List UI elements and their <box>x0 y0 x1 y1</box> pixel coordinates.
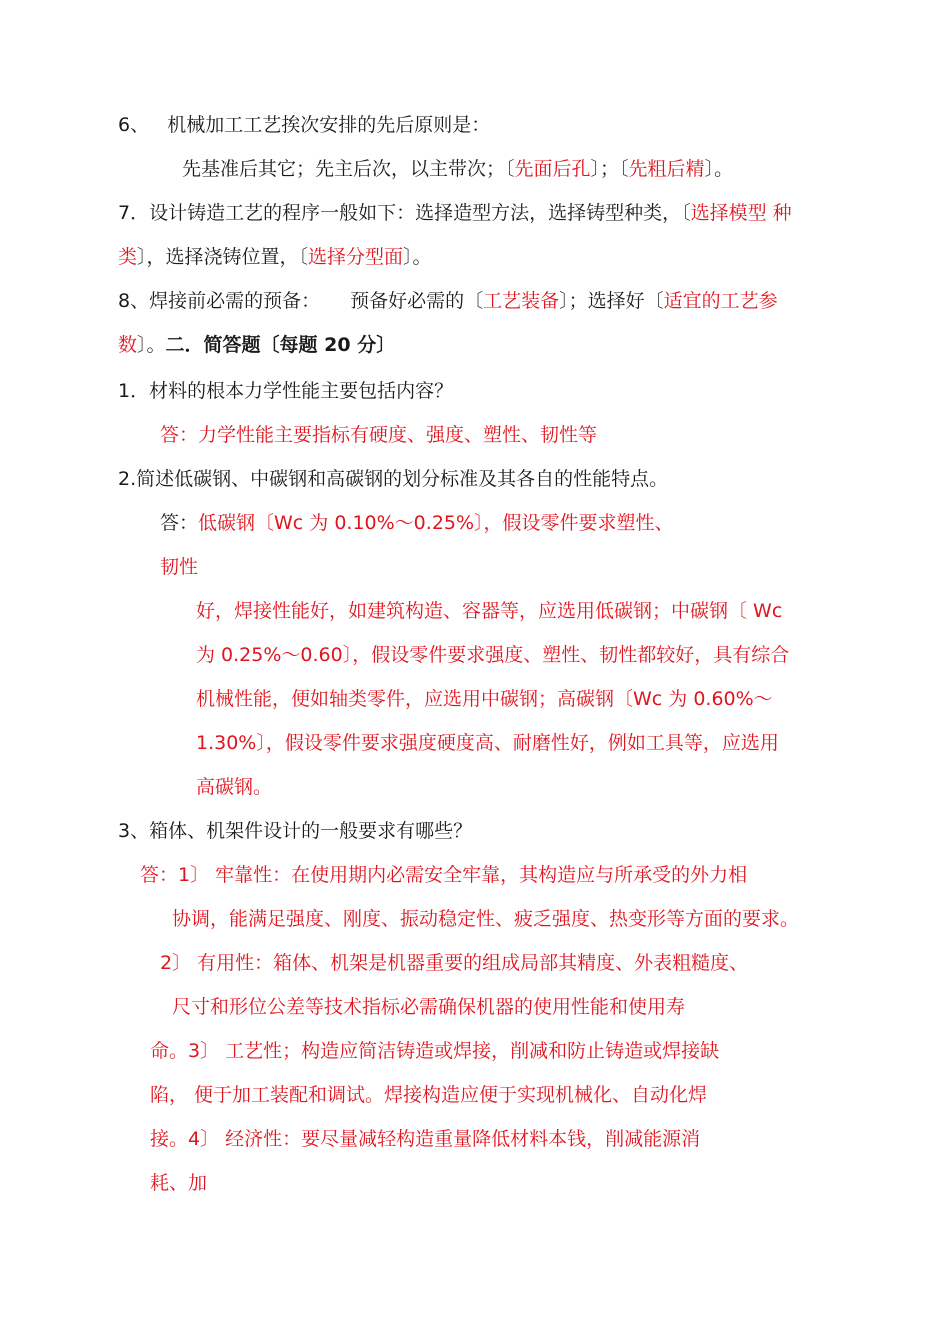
sq3-answer-line-2: 协调，能满足强度、刚度、振动稳定性、疲乏强度、热变形等方面的要求。 <box>172 908 800 930</box>
sq2-answer-line-2: 韧性 <box>160 556 199 578</box>
q6-question-line <box>118 112 490 138</box>
sq3-answer-line-3: 2〕 有用性：箱体、机架是机器重要的组成局部其精度、外表粗糙度、 <box>160 952 749 974</box>
sq2-answer-line-5: 机械性能，便如轴类零件，应选用中碳钢；高碳钢〔Wc 为 0.60%～ <box>196 688 773 710</box>
q6-answer-text: 先基准后其它；先主后次，以主带次；〔 <box>182 158 515 180</box>
sq2-answer-line-1 <box>160 510 674 536</box>
q8-blank-1: 工艺装备 <box>483 290 560 312</box>
q8-blank-2b: 数 <box>118 334 138 356</box>
q7-blank-1b: 类 <box>118 246 138 268</box>
sq3-answer-line-4: 尺寸和形位公差等技术指标必需确保机器的使用性能和使用寿 <box>172 996 686 1018</box>
sq1-question: 1．材料的根本力学性能主要包括内容？ <box>118 380 454 402</box>
sq3-answer-line-7: 接。4〕 经济性：要尽量减轻构造重量降低材料本钱，削减能源消 <box>150 1128 701 1150</box>
q8-mid-2: 〕；选择好〔 <box>559 290 664 312</box>
q7-blank-2: 选择分型面 <box>308 246 404 268</box>
sq2-answer-line-7: 高碳钢。 <box>196 776 273 798</box>
q8-question: 8、焊接前必需的预备： <box>118 290 321 312</box>
sq3-answer-line-6: 陷， 便于加工装配和调试。焊接构造应便于实现机械化、自动化焊 <box>150 1084 708 1106</box>
q8-line-2 <box>118 332 395 358</box>
q6-blank-1: 先面后孔 <box>514 158 591 180</box>
section-2-title: 二．简答题〔每题 20 分〕 <box>165 334 396 356</box>
q6-question: 机械加工工艺挨次安排的先后原则是： <box>167 114 491 136</box>
sq2-question: 2.简述低碳钢、中碳钢和高碳钢的划分标准及其各自的性能特点。 <box>118 468 669 490</box>
q6-answer-end: 〕。 <box>704 158 734 180</box>
q7-line-1 <box>118 200 792 226</box>
q8-line-1 <box>118 288 778 314</box>
sq3-question: 3、箱体、机架件设计的一般要求有哪些？ <box>118 820 473 842</box>
sq2-answer-line-6: 1.30%〕，假设零件要求强度硬度高、耐磨性好，例如工具等，应选用 <box>196 732 779 754</box>
sq2-answer-line-4: 为 0.25%～0.60〕，假设零件要求强度、塑性、韧性都较好，具有综合 <box>196 644 790 666</box>
sq1-answer: 答：力学性能主要指标有硬度、强度、塑性、韧性等 <box>160 424 598 446</box>
sq3-answer-line-5: 命。3〕 工艺性；构造应简洁铸造或焊接，削减和防止铸造或焊接缺 <box>150 1040 720 1062</box>
sq3-answer-line-8: 耗、加 <box>150 1172 208 1194</box>
q8-mid: 预备好必需的〔 <box>350 290 484 312</box>
q8-blank-2a: 适宜的工艺参 <box>663 290 778 312</box>
q7-line-2 <box>118 244 432 270</box>
sq2-answer-prefix: 答： <box>160 512 199 534</box>
sq2-answer-line-3: 好，焊接性能好，如建筑构造、容器等，应选用低碳钢；中碳钢〔 Wc <box>196 600 783 622</box>
q7-mid: 〕，选择浇铸位置，〔 <box>137 246 309 268</box>
q7-blank-1a: 选择模型 种 <box>690 202 792 224</box>
sq2-answer-text: 低碳钢〔Wc 为 0.10%～0.25%〕，假设零件要求塑性、 <box>198 512 674 534</box>
q6-label: 6、 <box>118 114 150 136</box>
sq3-answer-line-1: 答：1〕 牢靠性：在使用期内必需安全牢靠，其构造应与所承受的外力相 <box>140 864 748 886</box>
q8-end: 〕。 <box>137 334 166 356</box>
q7-question: 7．设计铸造工艺的程序一般如下：选择造型方法，选择铸型种类，〔 <box>118 202 691 224</box>
q6-answer-mid: 〕；〔 <box>590 158 629 180</box>
q7-end: 〕。 <box>403 246 432 268</box>
q6-blank-2: 先粗后精 <box>628 158 705 180</box>
q6-answer-line <box>182 156 733 182</box>
